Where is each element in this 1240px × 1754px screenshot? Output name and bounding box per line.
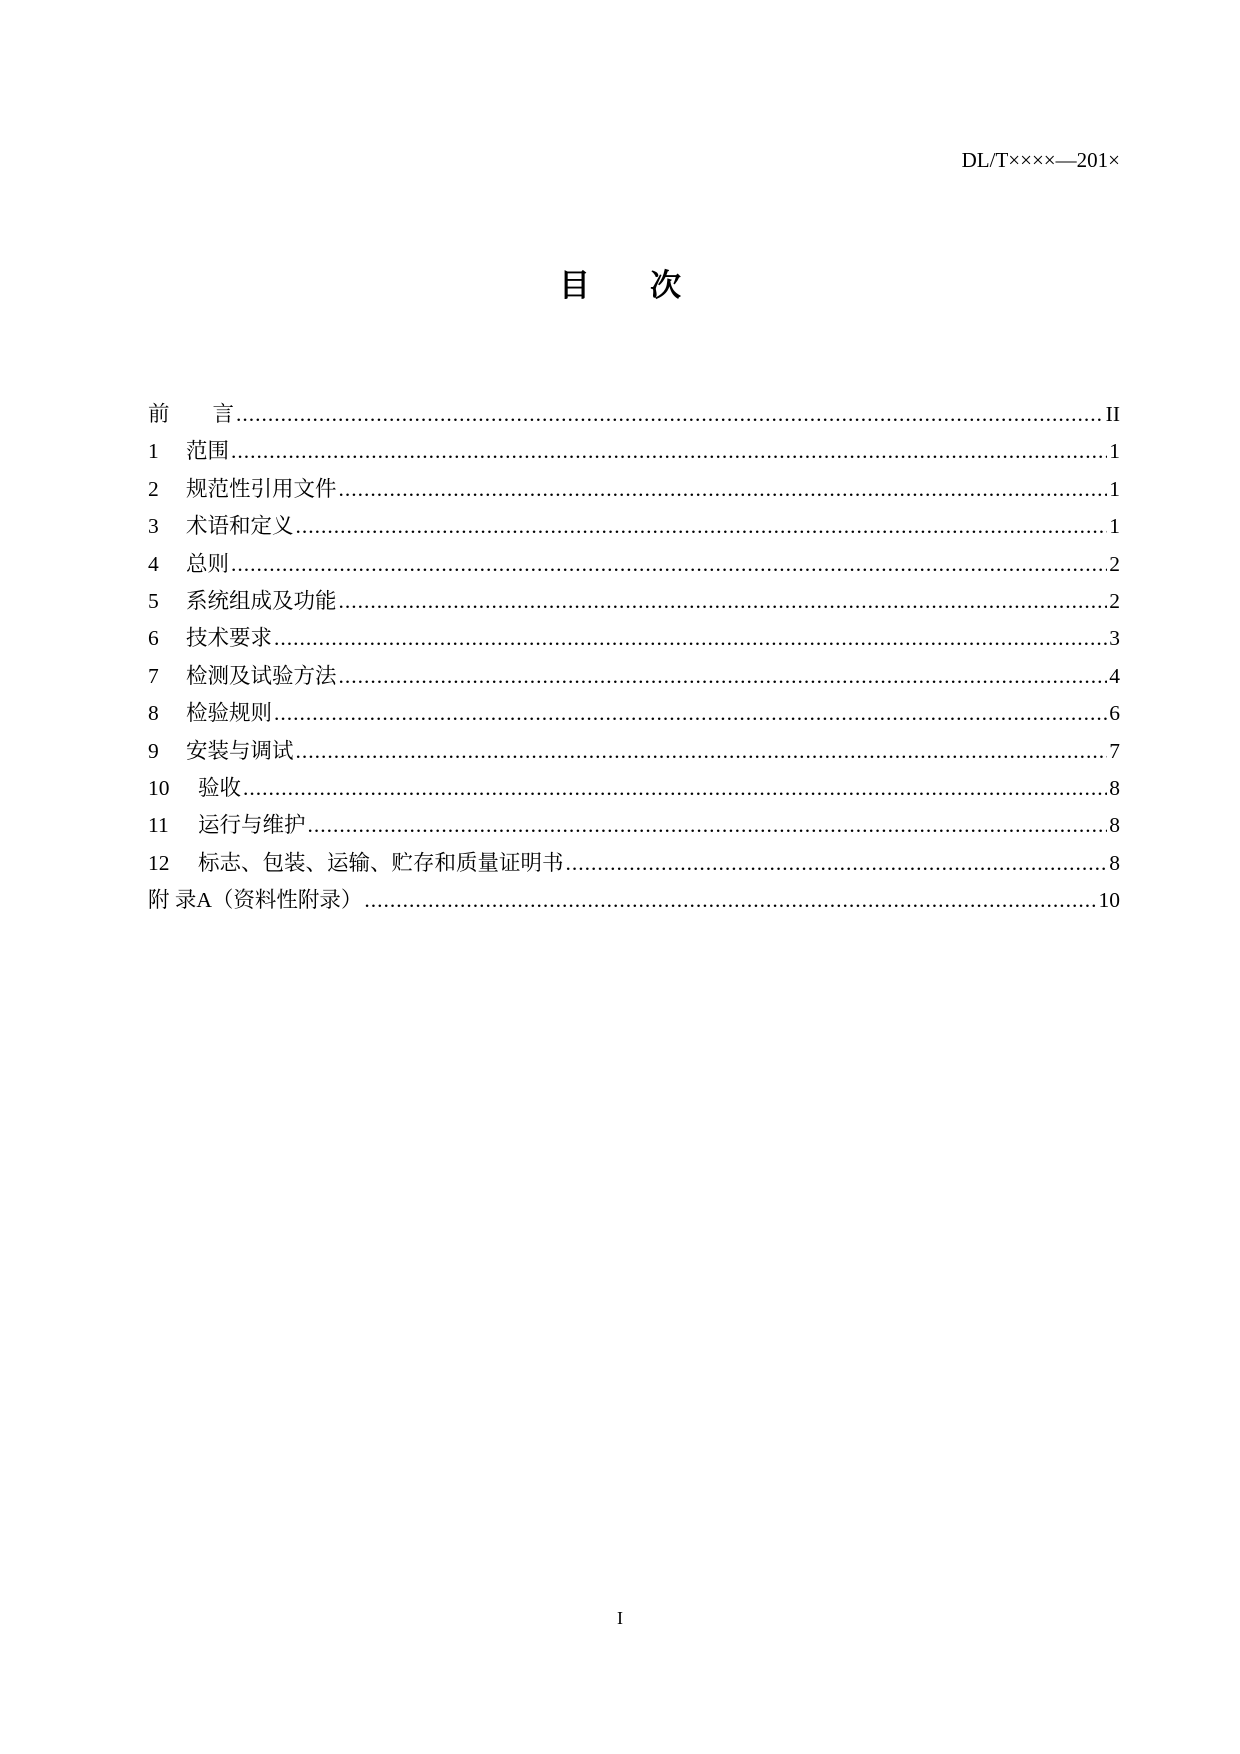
toc-leader-dots	[339, 658, 1108, 695]
toc-leader-dots	[364, 882, 1096, 919]
page-number: I	[617, 1608, 623, 1628]
toc-entry-page: 8	[1109, 813, 1120, 838]
toc-entry-page: 1	[1109, 514, 1120, 539]
toc-entry-page: 3	[1109, 626, 1120, 651]
toc-entry-label: 术语和定义	[186, 514, 294, 539]
toc-entry-page: 10	[1098, 888, 1120, 913]
toc-entry-label: 总则	[186, 551, 230, 576]
title-char: 次	[650, 268, 681, 304]
page-title	[0, 260, 1240, 305]
toc-leader-dots	[296, 508, 1108, 545]
toc-entry[interactable]	[148, 807, 1120, 844]
toc-entry[interactable]	[148, 620, 1120, 657]
toc-entry-page: II	[1105, 402, 1120, 426]
toc-entry-number: 2	[148, 476, 159, 501]
toc-leader-dots	[339, 583, 1108, 620]
toc-entry-label: 前 言	[148, 402, 235, 426]
toc-leader-dots	[231, 546, 1107, 583]
toc-leader-dots	[274, 620, 1107, 657]
toc-entry-page: 8	[1109, 775, 1120, 800]
toc-entry-label: 运行与维护	[198, 813, 306, 838]
toc-entry[interactable]	[148, 882, 1120, 919]
toc-entry-number: 12	[148, 850, 170, 875]
toc-entry[interactable]	[148, 695, 1120, 732]
toc-entry[interactable]	[148, 396, 1120, 433]
toc-entry[interactable]	[148, 583, 1120, 620]
toc-entry-page: 6	[1109, 701, 1120, 726]
toc-entry-number: 9	[148, 738, 159, 763]
toc-entry-number: 1	[148, 439, 159, 464]
toc-entry[interactable]	[148, 508, 1120, 545]
toc-entry-label: 检测及试验方法	[186, 663, 337, 688]
toc-entry[interactable]	[148, 733, 1120, 770]
toc-leader-dots	[236, 396, 1104, 433]
toc-entry-number: 5	[148, 588, 159, 613]
toc-entry-label: 验收	[198, 775, 242, 800]
toc-leader-dots	[231, 433, 1107, 470]
toc-entry-page: 1	[1109, 476, 1120, 501]
toc-leader-dots	[339, 471, 1108, 508]
toc-entry-number: 8	[148, 701, 159, 726]
toc-entry-number: 6	[148, 626, 159, 651]
toc-entry-label: 规范性引用文件	[186, 476, 337, 501]
toc-leader-dots	[243, 770, 1107, 807]
toc-leader-dots	[274, 695, 1107, 732]
table-of-contents	[148, 396, 1120, 919]
toc-entry-label: 技术要求	[186, 626, 273, 651]
toc-entry[interactable]	[148, 471, 1120, 508]
toc-entry[interactable]	[148, 770, 1120, 807]
toc-entry-label: 检验规则	[186, 701, 273, 726]
title-char: 目	[559, 268, 590, 304]
toc-entry-page: 8	[1109, 850, 1120, 875]
toc-entry-page: 2	[1109, 588, 1120, 613]
toc-entry-page: 1	[1109, 439, 1120, 464]
toc-entry-label: 标志、包装、运输、贮存和质量证明书	[198, 850, 564, 875]
toc-entry-number: 10	[148, 775, 170, 800]
toc-leader-dots	[566, 845, 1108, 882]
toc-entry[interactable]	[148, 845, 1120, 882]
toc-entry[interactable]	[148, 658, 1120, 695]
toc-entry[interactable]	[148, 546, 1120, 583]
toc-entry-page: 7	[1109, 738, 1120, 763]
toc-entry-page: 2	[1109, 551, 1120, 576]
toc-entry-number: 4	[148, 551, 159, 576]
toc-entry-label: 范围	[186, 439, 230, 464]
toc-entry[interactable]	[148, 433, 1120, 470]
toc-entry-number: 7	[148, 663, 159, 688]
toc-entry-label: 系统组成及功能	[186, 588, 337, 613]
toc-leader-dots	[308, 807, 1108, 844]
toc-entry-label: 附 录A（资料性附录）	[148, 888, 363, 913]
toc-entry-number: 3	[148, 514, 159, 539]
document-code-header: DL/T××××—201×	[961, 148, 1120, 172]
toc-entry-label: 安装与调试	[186, 738, 294, 763]
toc-entry-number: 11	[148, 813, 169, 838]
toc-leader-dots	[296, 733, 1108, 770]
toc-entry-page: 4	[1109, 663, 1120, 688]
